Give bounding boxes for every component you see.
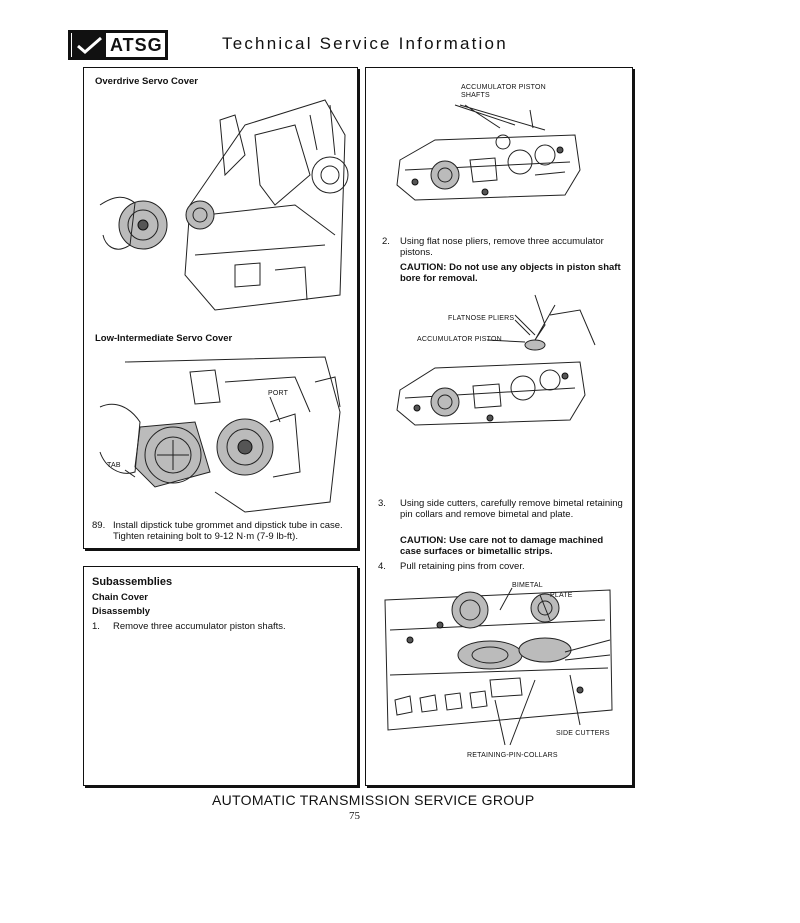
page-title: Technical Service Information (222, 34, 508, 53)
fig2-label-piston: ACCUMULATOR PISTON (417, 336, 502, 343)
step-89-text: Install dipstick tube grommet and dipstick tube in case. Tighten retaining bolt to 9-12 N·m (7-9 lb-ft). (113, 520, 343, 542)
step-2-number: 2. (382, 236, 390, 247)
step-2-caution: CAUTION: Do not use any objects in piston shaft bore for removal. (400, 262, 621, 284)
lowint-servo-illustration (95, 352, 350, 517)
overdrive-servo-title: Overdrive Servo Cover (95, 76, 198, 87)
step-4-text: Pull retaining pins from cover. (400, 561, 525, 572)
fig2-label-pliers: FLATNOSE PLIERS (448, 315, 515, 322)
step-2-text: Using flat nose pliers, remove three accumulator pistons. (400, 236, 604, 258)
step-1-number: 1. (92, 621, 100, 632)
step-89-number: 89. (92, 520, 106, 531)
step-3-text: Using side cutters, carefully remove bimetal retaining pin collars and remove bimetal and plate. (400, 498, 623, 520)
tab-label: TAB (107, 462, 121, 469)
fig1-label-line2: SHAFTS (461, 92, 490, 99)
logo-check-icon (72, 33, 106, 57)
fig1-label-line1: ACCUMULATOR PISTON (461, 84, 546, 91)
logo-text: ATSG (110, 34, 163, 55)
fig3-label-plate: PLATE (550, 592, 573, 599)
step-1-text: Remove three accumulator piston shafts. (113, 621, 286, 632)
step-3-number: 3. (378, 498, 386, 509)
page-number: 75 (349, 810, 360, 822)
footer-org: AUTOMATIC TRANSMISSION SERVICE GROUP (212, 792, 535, 808)
lowint-servo-title: Low-Intermediate Servo Cover (95, 333, 233, 344)
fig3-label-side-cutters: SIDE CUTTERS (556, 730, 610, 737)
step-4-number: 4. (378, 561, 386, 572)
atsg-logo (68, 30, 168, 60)
fig3-label-collars: RETAINING-PIN-COLLARS (467, 752, 558, 759)
chain-cover-subtitle: Chain Cover (92, 592, 148, 603)
port-label: PORT (268, 390, 289, 397)
subassemblies-title: Subassemblies (92, 576, 173, 588)
fig3-label-bimetal: BIMETAL (512, 582, 543, 589)
chain-cover-illustration-2 (395, 290, 595, 430)
disassembly-subtitle: Disassembly (92, 606, 151, 617)
chain-cover-illustration-1 (395, 100, 585, 210)
overdrive-servo-illustration (95, 95, 350, 325)
step-3-caution: CAUTION: Use care not to damage machined case surfaces or bimetallic strips. (400, 535, 604, 557)
